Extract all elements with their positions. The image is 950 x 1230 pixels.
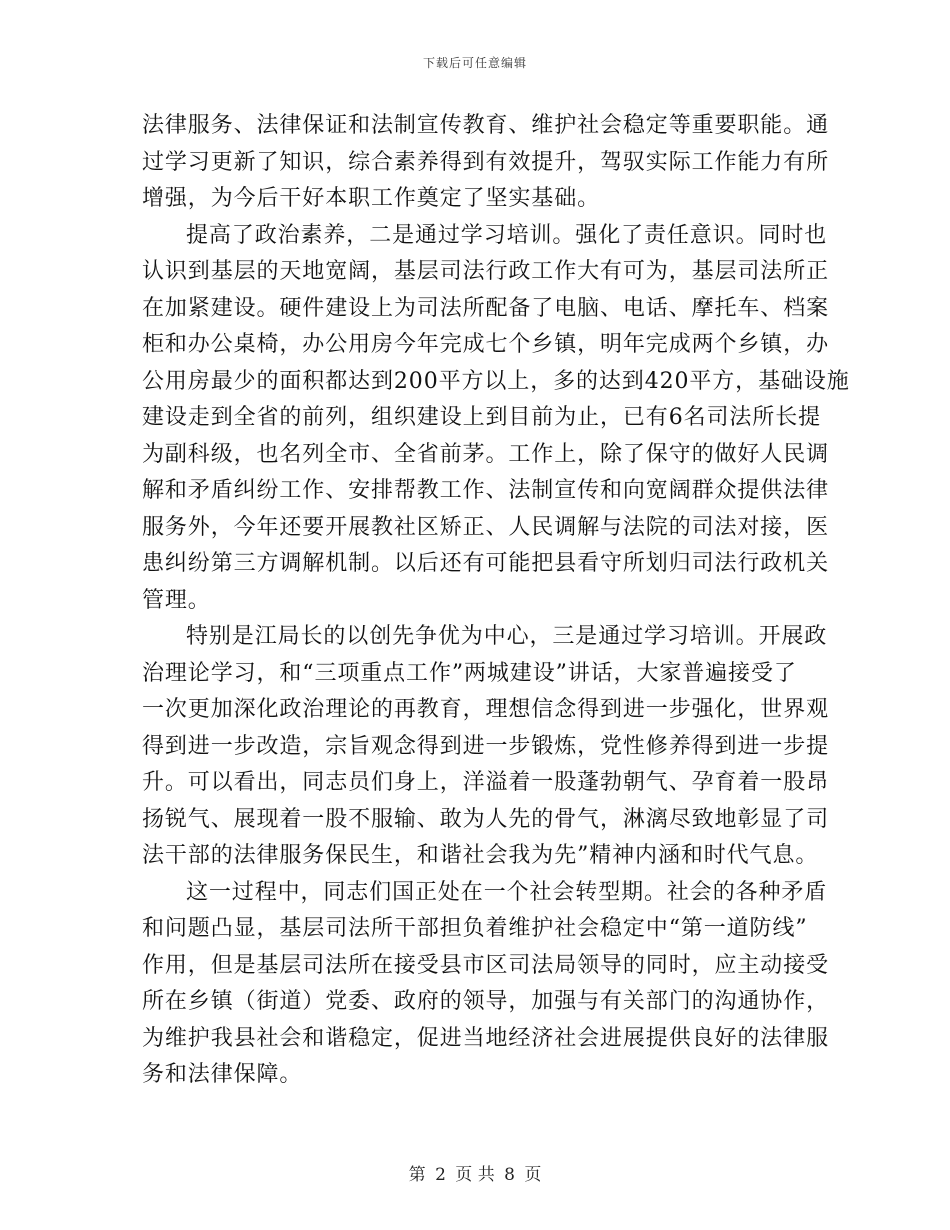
paragraph-start-line: 特别是江局长的以创先争优为中心，三是通过学习培训。开展政 — [186, 624, 828, 649]
text-line: 务和法律保障。 — [142, 1062, 303, 1087]
text-line: 为副科级，也名列全市、全省前茅。工作上，除了保守的做好人民调 — [142, 441, 830, 467]
text-line: 过学习更新了知识，综合素养得到有效提升，驾驭实际工作能力有所 — [142, 149, 830, 175]
text-line: 法律服务、法律保证和法制宣传教育、维护社会稳定等重要职能。通 — [142, 113, 830, 138]
text-line: 所在乡镇（街道）党委、政府的领导，加强与有关部门的沟通协作， — [142, 989, 830, 1014]
paragraph-start-line: 提高了政治素养，二是通过学习培训。强化了责任意识。同时也 — [186, 222, 828, 248]
text-line: 解和矛盾纠纷工作、安排帮教工作、法制宣传和向宽阔群众提供法律 — [142, 478, 830, 503]
text-line: 治理论学习，和“三项重点工作”两城建设”讲话，大家普遍接受了 — [142, 660, 797, 686]
text-line: 患纠纷第三方调解机制。以后还有可能把县看守所划归司法行政机关 — [142, 551, 830, 576]
text-line: 扬锐气、展现着一股不服输、敢为人先的骨气，淋漓尽致地彰显了司 — [142, 806, 830, 832]
text-line: 增强，为今后干好本职工作奠定了坚实基础。 — [142, 186, 601, 211]
text-line: 得到进一步改造，宗旨观念得到进一步锻炼，党性修养得到进一步提 — [142, 733, 830, 759]
text-line: 升。可以看出，同志员们身上，洋溢着一股蓬勃朝气、孕育着一股昂 — [142, 770, 830, 795]
text-line: 服务外，今年还要开展教社区矫正、人民调解与法院的司法对接，医 — [142, 514, 830, 540]
text-line: 作用，但是基层司法所在接受县市区司法局领导的同时，应主动接受 — [142, 952, 830, 978]
text-line: 一次更加深化政治理论的再教育，理想信念得到进一步强化，世界观 — [142, 697, 830, 722]
text-line: 公用房最少的面积都达到200平方以上，多的达到420平方，基础设施 — [142, 368, 850, 394]
footer-mid: 页 共 — [455, 1165, 495, 1185]
page-header: 下载后可任意编辑 — [422, 56, 527, 70]
paragraph-start-line: 这一过程中，同志们国正处在一个社会转型期。社会的各种矛盾 — [186, 879, 828, 905]
text-line: 柜和办公桌椅，办公用房今年完成七个乡镇，明年完成两个乡镇，办 — [142, 332, 830, 357]
page-footer — [0, 1160, 950, 1185]
total-page-number: 8 — [504, 1165, 515, 1185]
text-line: 管理。 — [142, 587, 211, 613]
text-line: 认识到基层的天地宽阔，基层司法行政工作大有可为，基层司法所正 — [142, 259, 830, 284]
current-page-number: 2 — [435, 1165, 446, 1185]
body-text — [142, 108, 850, 1094]
text-line: 为维护我县社会和谐稳定，促进当地经济社会进展提供良好的法律服 — [142, 1025, 830, 1051]
footer-prefix: 第 — [408, 1165, 426, 1185]
text-line: 在加紧建设。硬件建设上为司法所配备了电脑、电话、摩托车、档案 — [142, 295, 830, 321]
text-line: 和问题凸显，基层司法所干部担负着维护社会稳定中“第一道防线” — [142, 916, 808, 941]
text-line: 建设走到全省的前列，组织建设上到目前为止，已有6名司法所长提 — [142, 405, 821, 430]
text-line: 法干部的法律服务保民生，和谐社会我为先”精神内涵和时代气息。 — [142, 843, 819, 868]
footer-suffix: 页 — [524, 1165, 542, 1185]
